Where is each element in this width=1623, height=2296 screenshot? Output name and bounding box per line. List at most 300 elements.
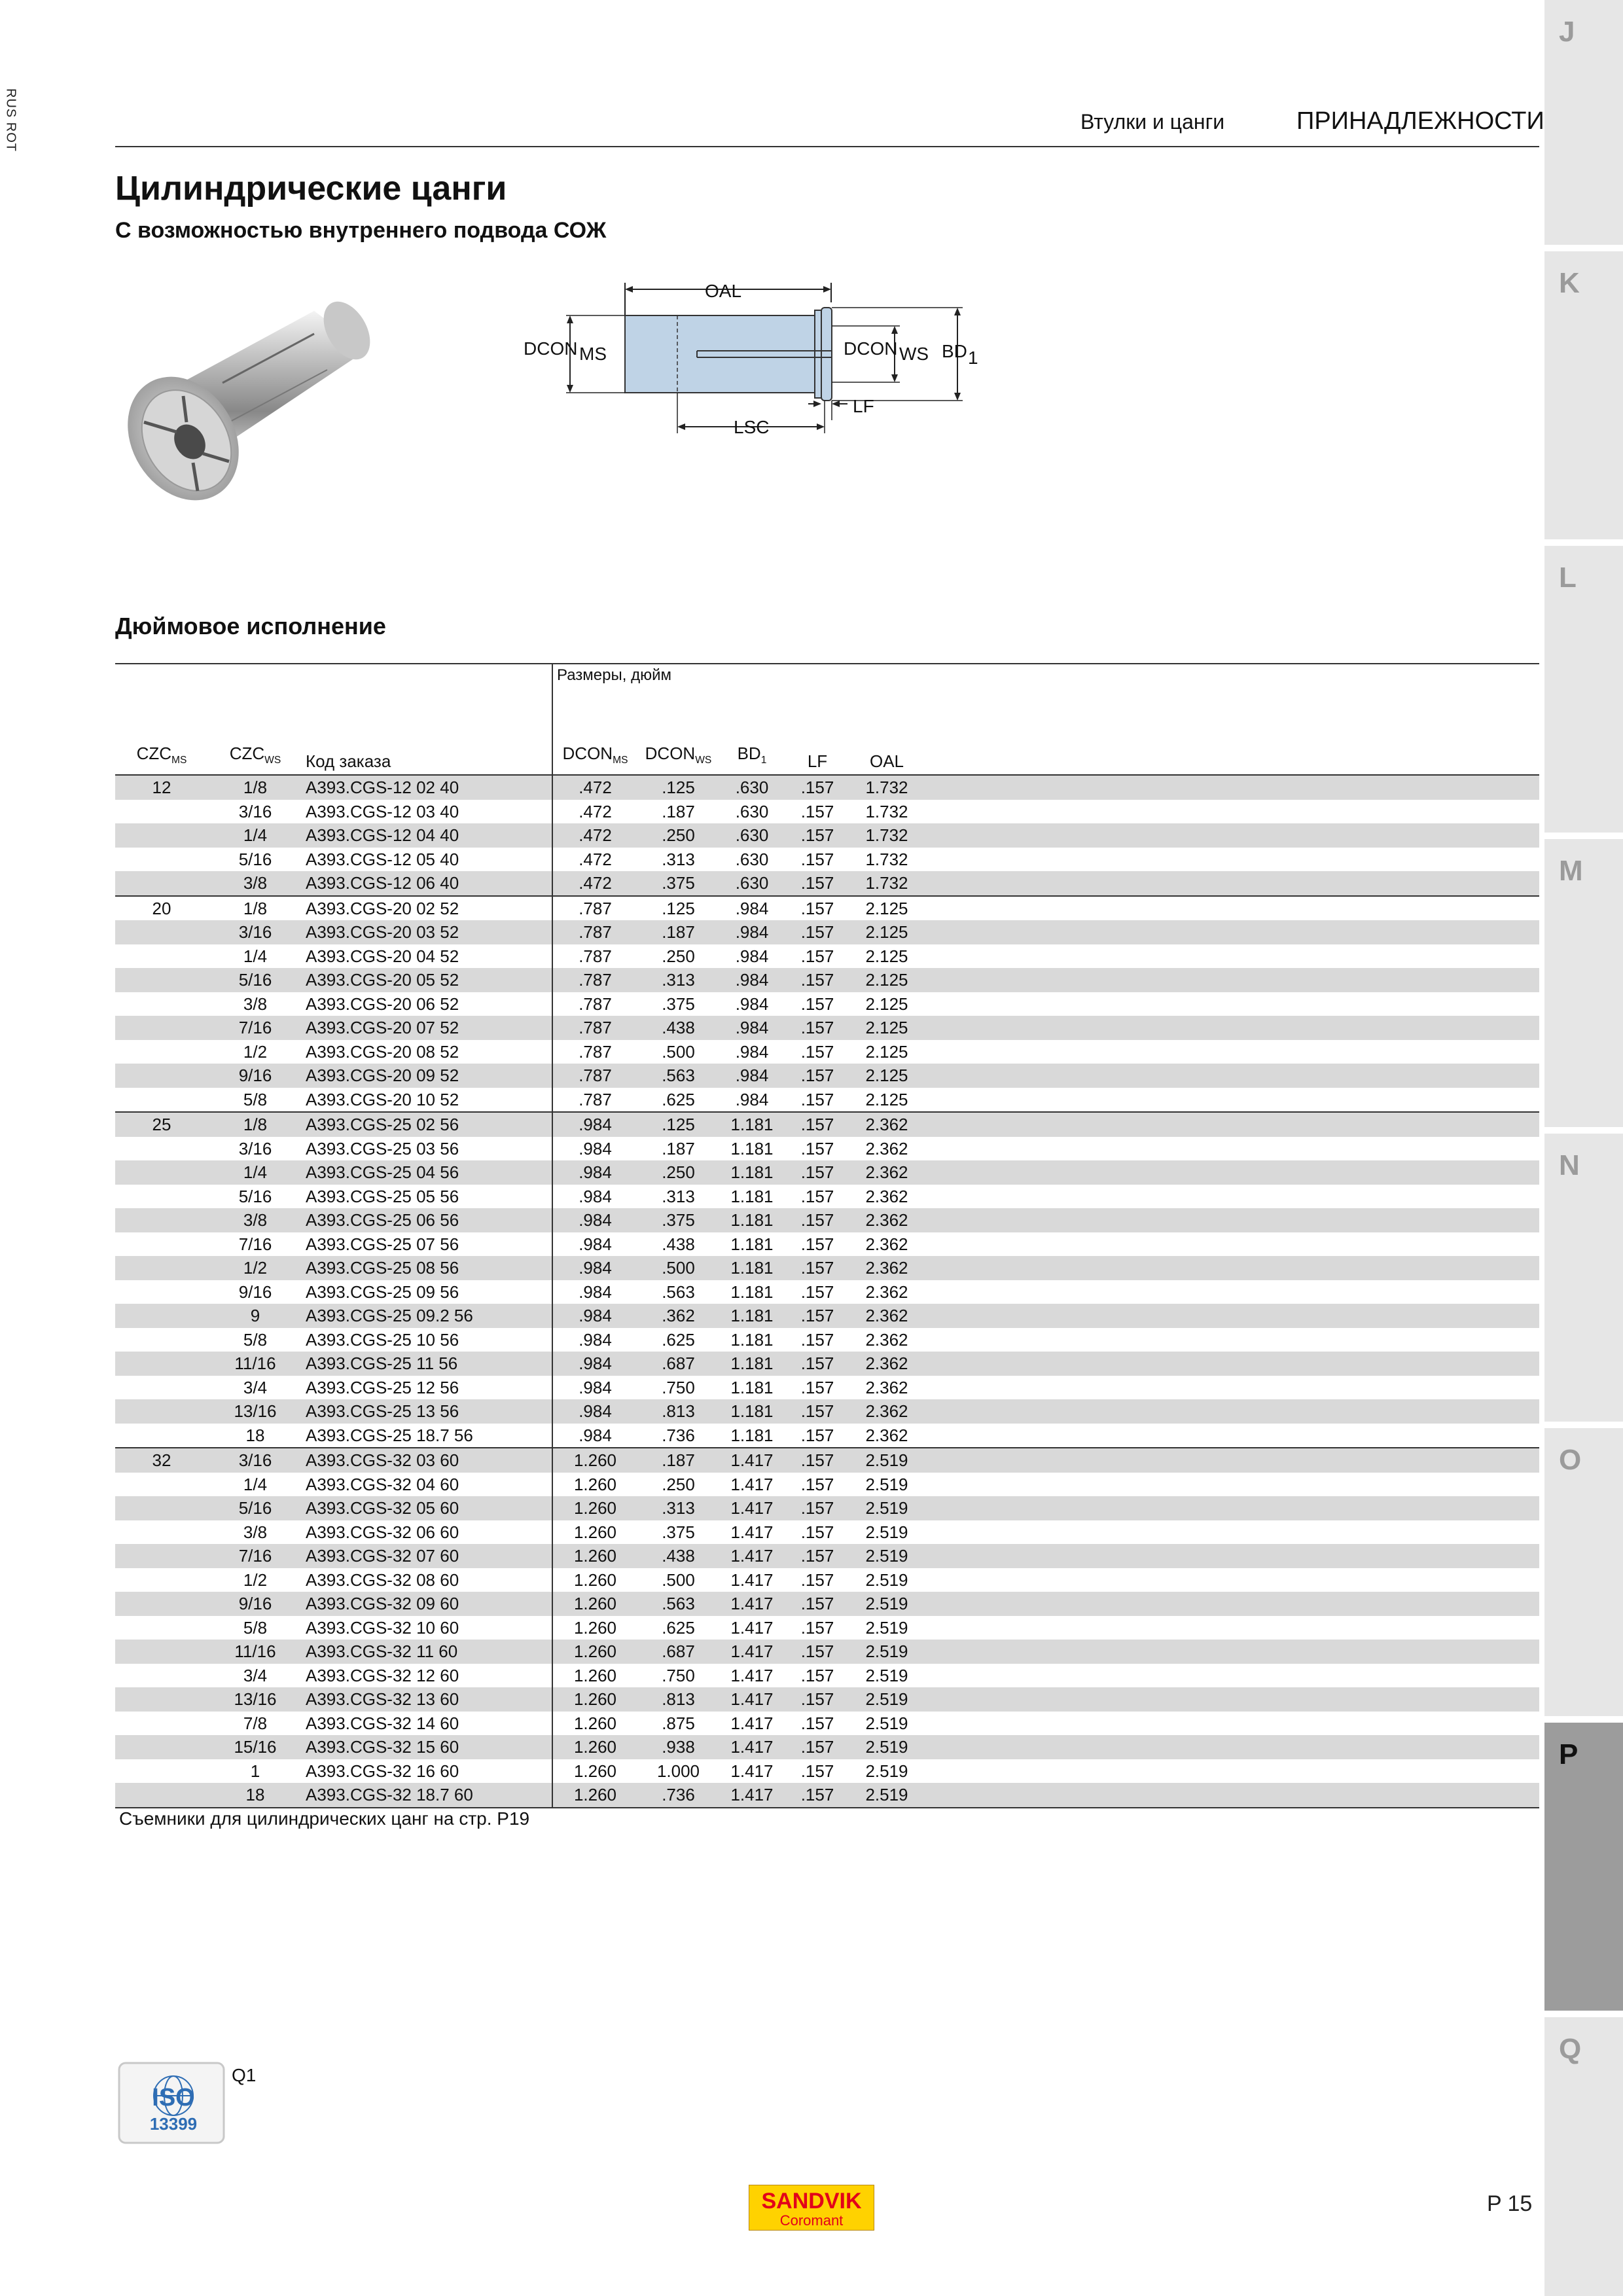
cell-bd1: 1.417 [730,1570,774,1590]
cell-bd1: .984 [735,1089,769,1109]
cell-lf: .157 [800,1041,834,1062]
cell-czc-ws: 3/8 [208,871,302,896]
cell-czc-ws: 3/8 [208,1208,302,1232]
cell-czc-ms [115,1687,208,1712]
label-oal: OAL [705,281,742,301]
cell-lf: .157 [800,1522,834,1542]
cell-lf: .157 [785,1687,850,1712]
row-filler [923,1473,1539,1497]
page-title: Цилиндрические цанги [115,170,507,207]
cell-czc-ws: 1/2 [243,1041,268,1062]
cell-order-code: A393.CGS-25 18.7 56 [302,1424,552,1448]
cell-lf: .157 [785,1256,850,1280]
table-row [115,1568,1539,1592]
cell-oal: 1.732 [850,871,923,896]
cell-czc-ws: 1/2 [243,1570,268,1590]
cell-bd1: 1.181 [719,1352,785,1376]
cell-oal: 2.519 [850,1783,923,1808]
cell-dcon-ms: .984 [552,1112,637,1137]
cell-dcon-ws: .438 [662,1234,695,1254]
table-row [115,1759,1539,1784]
cell-bd1: 1.181 [730,1377,774,1397]
cell-czc-ms [115,1304,208,1328]
cell-czc-ms [115,1568,208,1592]
cell-oal: 2.362 [865,1282,908,1302]
label-dcon-ms: DCON [524,338,578,359]
iso-text: ISO [152,2084,195,2111]
cell-order-code: A393.CGS-25 05 56 [302,1185,552,1209]
cell-czc-ms [115,1208,208,1232]
row-filler [923,992,1539,1016]
cell-czc-ws: 3/16 [208,920,302,944]
cell-lf: .157 [800,801,834,821]
row-filler [923,775,1539,800]
cell-dcon-ws: .375 [662,994,695,1014]
label-dcon-ws: DCON [844,338,898,359]
row-filler [923,1520,1539,1545]
cell-dcon-ms: .984 [552,1399,637,1424]
cell-czc-ms: 25 [115,1112,208,1137]
cell-oal: 2.519 [850,1687,923,1712]
cell-czc-ms [115,1735,208,1759]
cell-dcon-ms: .787 [579,994,612,1014]
cell-bd1: .984 [735,994,769,1014]
cell-dcon-ms: 1.260 [552,1735,637,1759]
cell-lf: .157 [800,1617,834,1638]
row-filler [923,823,1539,848]
cell-order-code: A393.CGS-32 06 60 [302,1520,552,1545]
row-filler [923,1016,1539,1040]
cell-czc-ws: 1 [250,1761,260,1781]
cell-czc-ws: 13/16 [208,1687,302,1712]
cell-bd1: 1.181 [730,1282,774,1302]
cell-lf: .157 [785,1448,850,1473]
row-filler [923,1640,1539,1664]
cell-lf: .157 [800,1282,834,1302]
cell-czc-ws: 9 [208,1304,302,1328]
cell-czc-ms [115,1376,208,1400]
cell-lf: .157 [785,1496,850,1520]
cell-dcon-ws: .563 [637,1592,719,1616]
cell-order-code: A393.CGS-12 05 40 [302,848,552,872]
cell-czc-ws: 9/16 [208,1592,302,1616]
tab-m[interactable]: M [1544,839,1623,1127]
cell-oal: 2.362 [850,1352,923,1376]
row-filler [923,1112,1539,1137]
cell-lf: .157 [785,896,850,921]
table-row [115,1640,1539,1664]
cell-dcon-ws: .500 [662,1570,695,1590]
tab-k[interactable]: K [1544,251,1623,539]
sandvik-logo [749,2185,874,2231]
cell-dcon-ws: .250 [662,946,695,966]
cell-czc-ms [115,1759,208,1784]
cell-lf: .157 [800,1138,834,1158]
cell-czc-ws: 1/4 [208,823,302,848]
cell-dcon-ws: .250 [662,1474,695,1494]
cell-czc-ws: 7/8 [243,1713,268,1733]
cell-dcon-ws: .375 [637,871,719,896]
cell-bd1: 1.417 [730,1713,774,1733]
tab-j[interactable]: J [1544,0,1623,245]
cell-dcon-ms: 1.260 [573,1713,617,1733]
row-filler [923,896,1539,921]
cell-oal: 2.519 [850,1496,923,1520]
cell-bd1: 1.417 [730,1761,774,1781]
cell-bd1: 1.181 [730,1186,774,1206]
cell-czc-ms [115,1399,208,1424]
cell-dcon-ws: .187 [637,1448,719,1473]
cell-czc-ms [115,1640,208,1664]
cell-bd1: .630 [719,775,785,800]
cell-dcon-ws: .813 [637,1687,719,1712]
cell-dcon-ms: .984 [579,1425,612,1445]
cell-order-code: A393.CGS-12 04 40 [302,823,552,848]
cell-czc-ms [115,1352,208,1376]
table-row [115,1064,1539,1088]
cell-order-code: A393.CGS-25 02 56 [302,1112,552,1137]
col-czc-ws: $CZC_{WS}$ [208,692,302,775]
label-bd: BD [942,341,967,361]
cell-oal: 2.519 [850,1544,923,1568]
cell-bd1: 1.417 [719,1783,785,1808]
cell-oal: 2.519 [850,1448,923,1473]
iso-badge [118,2062,226,2145]
cell-lf: .157 [785,1640,850,1664]
table-row [115,1544,1539,1568]
cell-lf: .157 [785,1064,850,1088]
cell-dcon-ms: 1.260 [552,1783,637,1808]
cell-dcon-ws: .875 [662,1713,695,1733]
label-ms: MS [579,344,607,364]
cell-order-code: A393.CGS-32 18.7 60 [302,1783,552,1808]
cell-oal: 2.519 [850,1640,923,1664]
cell-lf: .157 [800,1234,834,1254]
cell-dcon-ms: .472 [552,775,637,800]
cell-dcon-ms: 1.260 [552,1448,637,1473]
cell-bd1: .984 [735,1041,769,1062]
table-row [115,920,1539,944]
cell-bd1: 1.417 [719,1687,785,1712]
cell-bd1: 1.181 [730,1425,774,1445]
cell-order-code: A393.CGS-20 03 52 [302,920,552,944]
cell-dcon-ms: .787 [552,1016,637,1040]
cell-lf: .157 [785,1160,850,1185]
cell-oal: 2.362 [865,1425,908,1445]
row-filler [923,1256,1539,1280]
row-filler [923,1352,1539,1376]
iso-label: Q1 [232,2065,257,2085]
footnote: Съемники для цилиндрических цанг на стр. P19 [119,1808,530,1829]
cell-dcon-ws: .125 [637,896,719,921]
cell-dcon-ws: .125 [637,1112,719,1137]
cell-oal: 2.362 [865,1329,908,1350]
row-filler [923,1448,1539,1473]
cell-czc-ms [115,1544,208,1568]
cell-order-code: A393.CGS-32 09 60 [302,1592,552,1616]
cell-order-code: A393.CGS-32 05 60 [302,1496,552,1520]
cell-bd1: 1.181 [730,1329,774,1350]
cell-oal: 2.362 [850,1160,923,1185]
cell-bd1: 1.417 [719,1544,785,1568]
cell-czc-ws: 1/4 [208,1160,302,1185]
cell-dcon-ws: .687 [637,1352,719,1376]
tab-o[interactable]: O [1544,1428,1623,1716]
cell-order-code: A393.CGS-32 04 60 [302,1473,552,1497]
row-filler [923,1783,1539,1808]
cell-order-code: A393.CGS-25 04 56 [302,1160,552,1185]
cell-order-code: A393.CGS-32 08 60 [302,1568,552,1592]
cell-bd1: 1.181 [719,1112,785,1137]
cell-order-code: A393.CGS-32 03 60 [302,1448,552,1473]
cell-czc-ws: 1/8 [208,775,302,800]
cell-order-code: A393.CGS-25 06 56 [302,1208,552,1232]
cell-dcon-ms: .984 [579,1234,612,1254]
col-czc-ms: $CZC_{MS}$ [115,692,208,775]
table-row [115,1735,1539,1759]
cell-czc-ws: 18 [208,1783,302,1808]
cell-oal: 2.362 [850,1256,923,1280]
cell-czc-ws: 18 [245,1425,265,1445]
cell-bd1: 1.181 [719,1160,785,1185]
row-filler [923,1137,1539,1161]
cell-dcon-ms: .472 [552,823,637,848]
cell-lf: .157 [785,1783,850,1808]
cell-order-code: A393.CGS-25 03 56 [302,1137,552,1161]
cell-bd1: 1.417 [719,1496,785,1520]
table-row [115,1448,1539,1473]
cell-order-code: A393.CGS-20 10 52 [302,1088,552,1113]
cell-lf: .157 [800,1186,834,1206]
table-row [115,1256,1539,1280]
logo-sub: Coromant [779,2212,844,2229]
cell-czc-ws: 9/16 [208,1064,302,1088]
cell-czc-ws: 1/8 [208,1112,302,1137]
table-row [115,944,1539,969]
cell-dcon-ws: .625 [662,1617,695,1638]
cell-dcon-ms: .984 [552,1352,637,1376]
table-row [115,896,1539,921]
cell-dcon-ms: .984 [579,1377,612,1397]
page-number: P 15 [1487,2191,1533,2216]
cell-dcon-ws: 1.000 [656,1761,700,1781]
cell-lf: .157 [785,920,850,944]
cell-dcon-ms: .787 [552,968,637,992]
label-lf: LF [853,396,874,416]
cell-order-code: A393.CGS-20 09 52 [302,1064,552,1088]
cell-czc-ws: 3/8 [243,994,268,1014]
cell-dcon-ws: .375 [637,1208,719,1232]
row-filler [923,1735,1539,1759]
tab-n[interactable]: N [1544,1134,1623,1422]
page-subtitle: С возможностью внутреннего подвода СОЖ [115,218,607,243]
table-row [115,1208,1539,1232]
cell-oal: 2.125 [850,1064,923,1088]
cell-order-code: A393.CGS-25 09 56 [302,1280,552,1304]
row-filler [923,1496,1539,1520]
cell-czc-ms [115,1064,208,1088]
cell-dcon-ws: .250 [637,1160,719,1185]
tab-q[interactable]: Q [1544,2017,1623,2296]
table-row [115,1496,1539,1520]
cell-order-code: A393.CGS-32 11 60 [302,1640,552,1664]
cell-lf: .157 [800,1089,834,1109]
cell-oal: 2.362 [865,1377,908,1397]
logo-name: SANDVIK [761,2189,862,2214]
cell-bd1: .984 [719,896,785,921]
table-row [115,1016,1539,1040]
cell-lf: .157 [785,1208,850,1232]
cell-oal: 2.125 [865,994,908,1014]
cell-dcon-ms: .984 [552,1160,637,1185]
table-row [115,1783,1539,1808]
cell-dcon-ws: .250 [637,823,719,848]
cell-order-code: A393.CGS-25 07 56 [302,1232,552,1257]
cell-lf: .157 [800,849,834,869]
cell-dcon-ws: .736 [637,1783,719,1808]
table-row [115,871,1539,896]
table-row [115,1473,1539,1497]
cell-czc-ms [115,1473,208,1497]
row-filler [923,1592,1539,1616]
cell-oal: 2.125 [850,896,923,921]
table-row [115,1520,1539,1545]
index-tabs [1544,0,1623,2296]
cell-czc-ws: 3/4 [243,1665,268,1685]
cell-czc-ms [115,1160,208,1185]
cell-dcon-ms: .472 [579,849,612,869]
cell-czc-ms [115,1783,208,1808]
cell-oal: 2.519 [850,1592,923,1616]
table-row [115,1160,1539,1185]
cell-dcon-ms: .787 [552,1064,637,1088]
label-lsc: LSC [734,417,770,437]
cell-dcon-ms: 1.260 [552,1592,637,1616]
cell-czc-ms [115,992,208,1016]
cell-order-code: A393.CGS-25 11 56 [302,1352,552,1376]
cell-lf: .157 [785,968,850,992]
row-filler [923,1064,1539,1088]
table-row [115,1664,1539,1688]
cell-lf: .157 [800,1425,834,1445]
cell-order-code: A393.CGS-32 15 60 [302,1735,552,1759]
cell-bd1: .630 [719,871,785,896]
cell-dcon-ws: .750 [662,1377,695,1397]
cell-czc-ws: 13/16 [208,1399,302,1424]
row-filler [923,968,1539,992]
label-bd-sub: 1 [968,348,978,368]
cell-dcon-ms: 1.260 [573,1761,617,1781]
cell-czc-ws: 3/4 [243,1377,268,1397]
cell-oal: 2.125 [865,1041,908,1062]
cell-czc-ms [115,1185,208,1209]
cell-czc-ms: 20 [115,896,208,921]
row-filler [923,800,1539,824]
cell-czc-ws: 11/16 [208,1640,302,1664]
cell-lf: .157 [800,946,834,966]
table-row [115,1687,1539,1712]
cell-dcon-ms: 1.260 [573,1570,617,1590]
cell-dcon-ms: .984 [579,1186,612,1206]
table-row [115,1592,1539,1616]
cell-oal: 1.732 [865,801,908,821]
cell-oal: 2.125 [850,968,923,992]
cell-dcon-ws: .625 [662,1089,695,1109]
table-row [115,1399,1539,1424]
cell-order-code: A393.CGS-32 14 60 [302,1712,552,1736]
cell-czc-ms [115,1016,208,1040]
tab-p[interactable]: P [1544,1723,1623,2011]
cell-czc-ws: 3/8 [243,1522,268,1542]
cell-czc-ws: 5/8 [243,1089,268,1109]
row-filler [923,1376,1539,1400]
cell-bd1: .984 [719,1016,785,1040]
row-filler [923,1687,1539,1712]
cell-lf: .157 [785,1016,850,1040]
cell-oal: 2.125 [850,1016,923,1040]
cell-czc-ms [115,848,208,872]
row-filler [923,848,1539,872]
table-row [115,1352,1539,1376]
cell-order-code: A393.CGS-25 12 56 [302,1376,552,1400]
cell-order-code: A393.CGS-20 05 52 [302,968,552,992]
table-row [115,800,1539,824]
row-filler [923,1088,1539,1113]
cell-dcon-ws: .187 [662,1138,695,1158]
cell-bd1: .984 [719,920,785,944]
cell-oal: 1.732 [865,849,908,869]
cell-order-code: A393.CGS-20 02 52 [302,896,552,921]
table-row [115,1304,1539,1328]
cell-oal: 2.125 [865,946,908,966]
cell-lf: .157 [800,1665,834,1685]
cell-czc-ws: 3/16 [238,801,272,821]
cell-czc-ms [115,1520,208,1545]
col-lf: LF [785,692,850,775]
cell-czc-ws: 7/16 [238,1234,272,1254]
cell-dcon-ms: .984 [579,1138,612,1158]
cell-oal: 1.732 [850,823,923,848]
row-filler [923,1232,1539,1257]
cell-oal: 2.519 [865,1570,908,1590]
table-row [115,1112,1539,1137]
cell-dcon-ms: 1.260 [573,1665,617,1685]
cell-dcon-ws: .375 [662,1522,695,1542]
cell-czc-ms [115,1424,208,1448]
cell-bd1: .630 [719,823,785,848]
cell-czc-ms [115,968,208,992]
cell-dcon-ms: 1.260 [552,1687,637,1712]
cell-oal: 2.125 [865,1089,908,1109]
cell-czc-ws: 5/8 [243,1329,268,1350]
table-row [115,775,1539,800]
table-row [115,1137,1539,1161]
cell-order-code: A393.CGS-12 03 40 [302,800,552,824]
cell-czc-ms [115,1664,208,1688]
cell-dcon-ms: 1.260 [552,1544,637,1568]
tab-l[interactable]: L [1544,546,1623,833]
cell-bd1: 1.181 [719,1208,785,1232]
cell-bd1: .984 [735,946,769,966]
cell-lf: .157 [800,1713,834,1733]
cell-order-code: A393.CGS-12 06 40 [302,871,552,896]
cell-bd1: 1.417 [730,1665,774,1685]
cell-dcon-ws: .736 [662,1425,695,1445]
cell-oal: 2.362 [850,1304,923,1328]
cell-czc-ms [115,823,208,848]
cell-bd1: 1.417 [730,1522,774,1542]
col-bd: $BD_1$ [719,692,785,775]
